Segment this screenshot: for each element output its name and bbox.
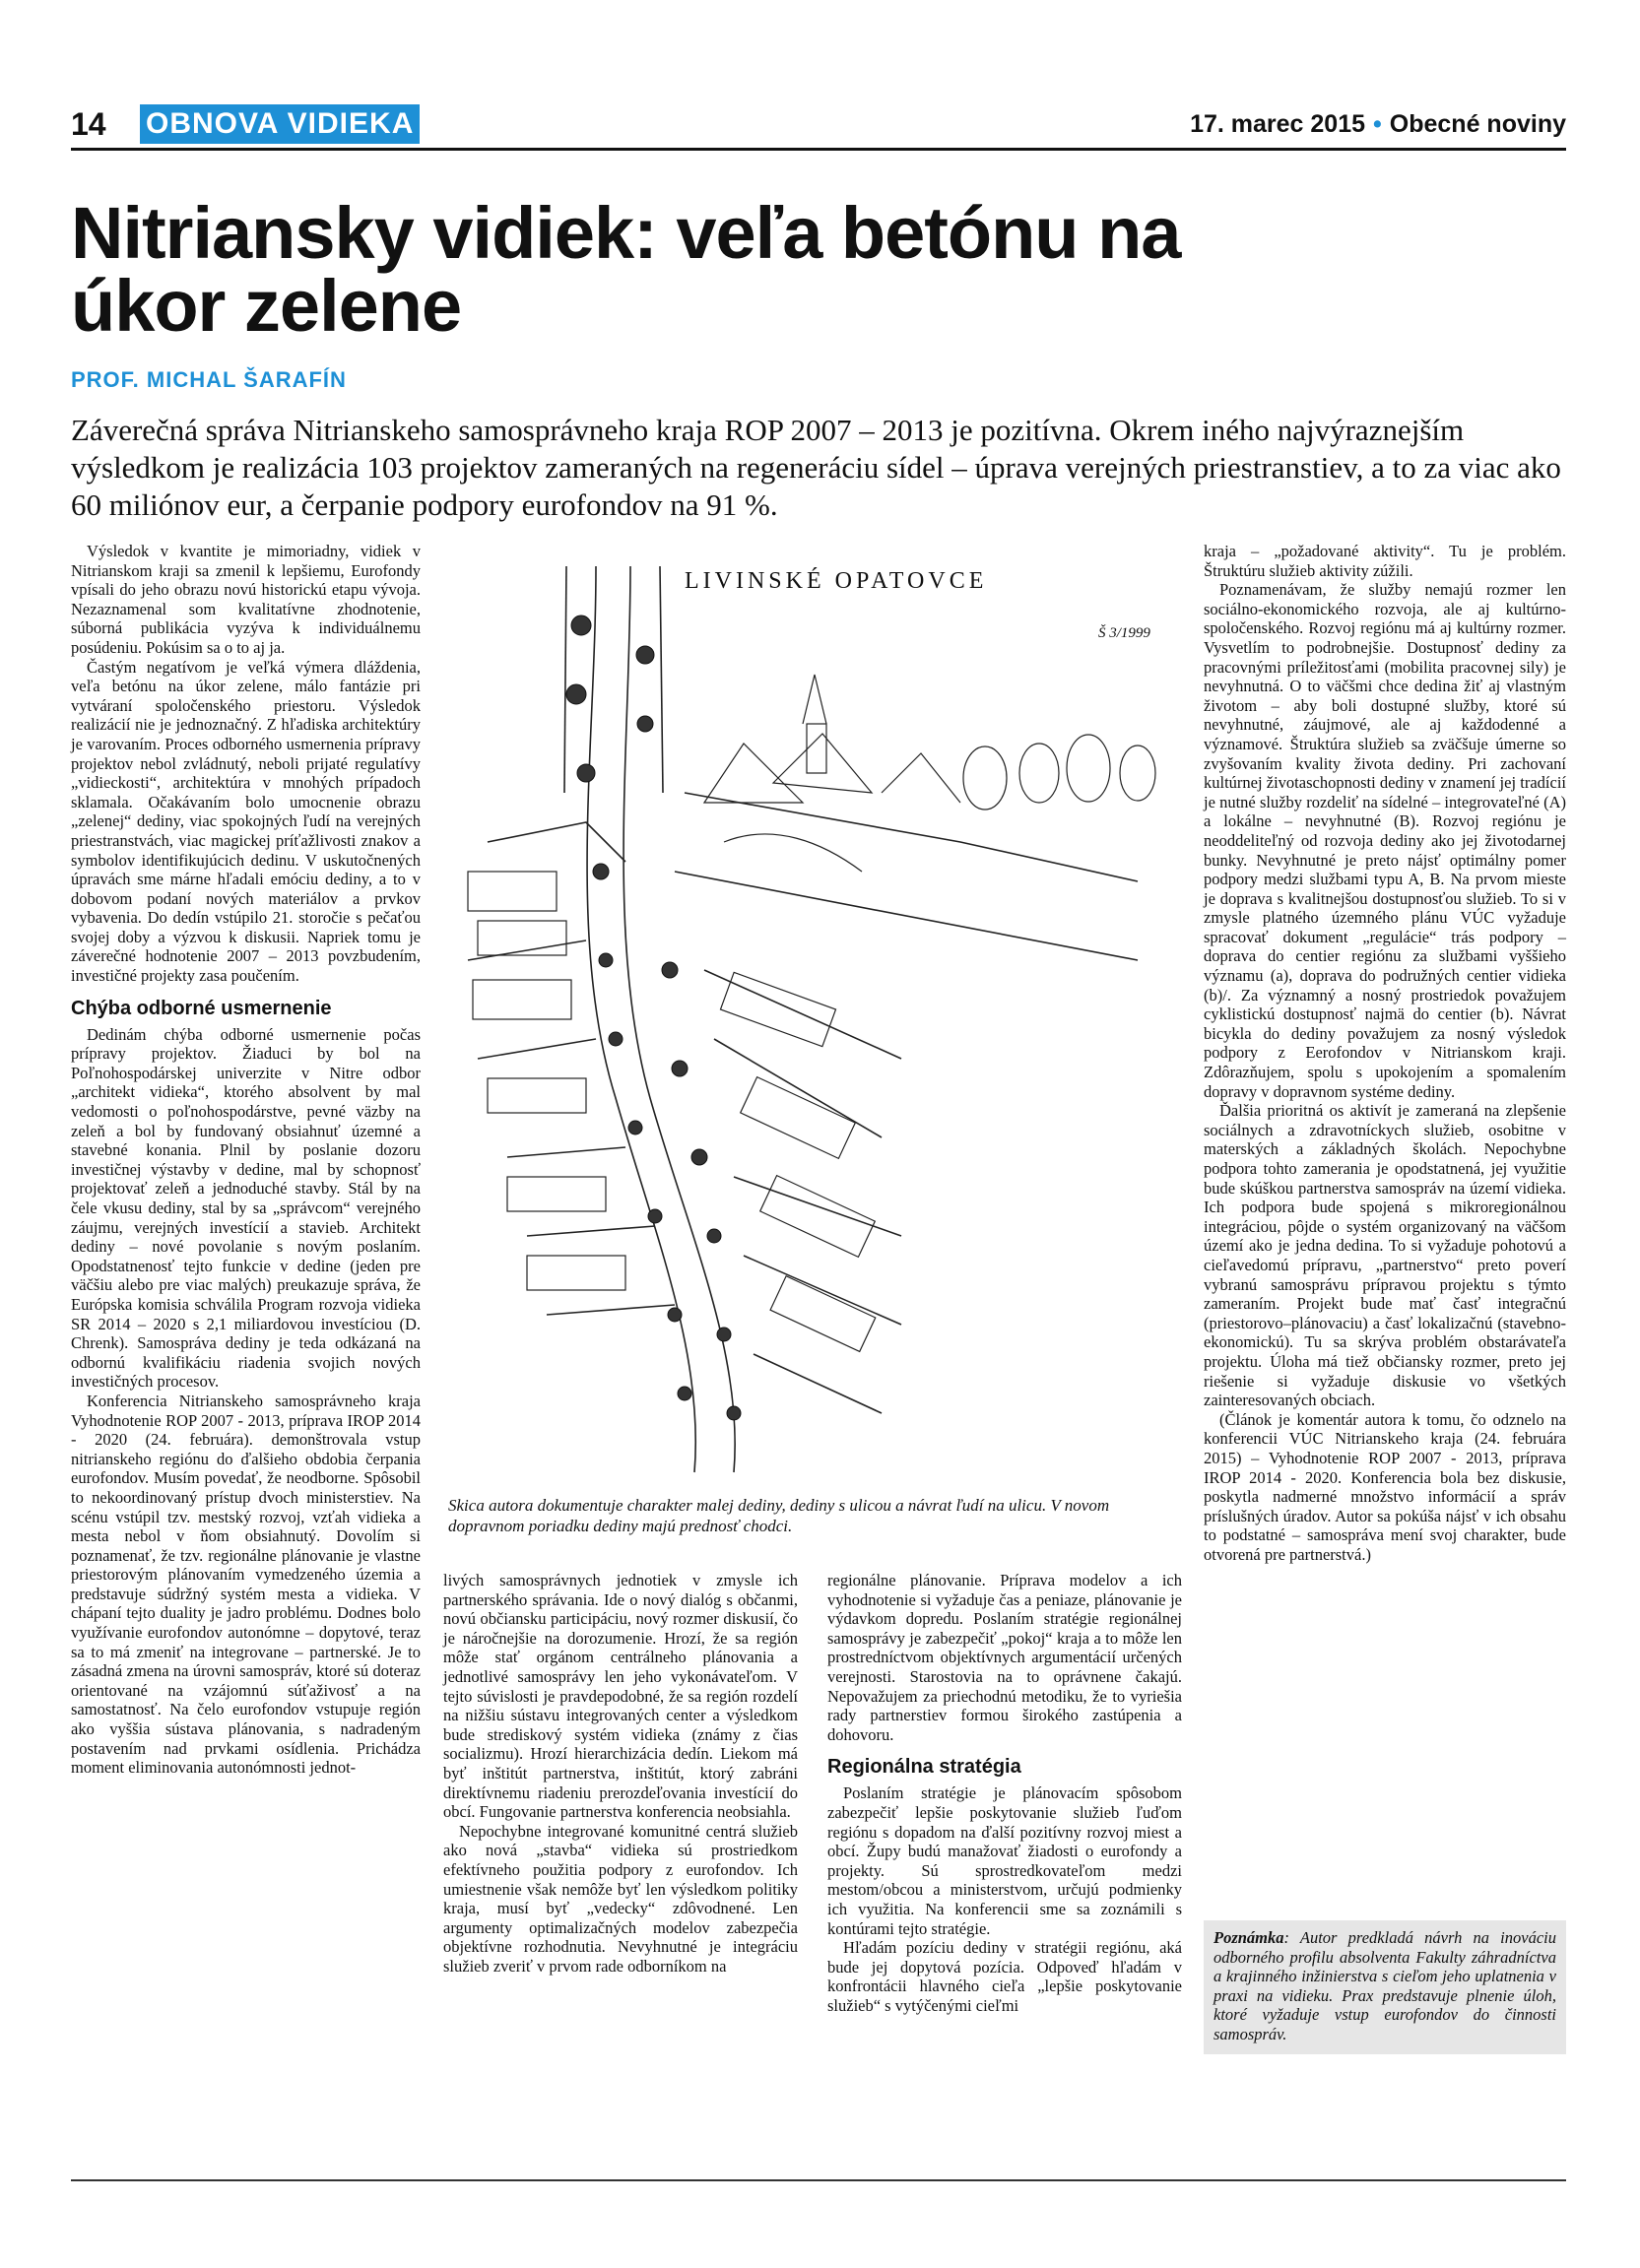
paragraph: Poslaním stratégie je plánovacím spôsobom zabezpečiť lepšie poskytovanie služieb ľuďom regiónu s dopadom na ďalší pozitívny rozvoj miest a obcí. Župy budú manažovať žiadosti o eurofondy a projekty. Sú sprostredkovateľom medzi mestom/obcou a ministerstvom, určujú podmienky ich využitia. Na konferencii sme sa zoznámili s kontúrami tejto stratégie. <box>827 1783 1182 1938</box>
author-byline: PROF. MICHAL ŠARAFÍN <box>71 367 347 392</box>
column-2 <box>443 1571 798 1976</box>
paragraph: livých samosprávnych jednotiek v zmysle ich partnerského správania. Ide o nový dialóg s občanmi, novú občiansku participáciu, nový rozmer diskusií, čo je náročnejšie na dorozumenie. Hrozí, že sa región môže stať orgánom centrálneho plánovania a jednotlivé samosprávy len jeho vykonávateľom. V tejto súvislosti je pravdepodobné, že sa región rozdelí na nižšiu sústavu integrovaných center a výsledkom bude strediskový systém vidieka (známy z čias socializmu). Hrozí hierarchizácia dedín. Liekom má byť inštitút partnerstva, inštitút, ktorý zabráni direktívnemu riadeniu prerozdeľovania investícií do obcí. Fungovanie partnerstva konferencia neobsiahla. <box>443 1571 798 1822</box>
paragraph: kraja – „požadované aktivity“. Tu je problém. Štruktúru služieb aktivity zúžili. <box>1204 542 1566 580</box>
paragraph: Hľadám pozíciu dediny v stratégii regiónu, aká bude jej dopytová pozícia. Odpoveď hľadám v konfrontácii hlavného cieľa „lepšie poskytovanie služieb“ s vytýčenými cieľmi <box>827 1938 1182 2015</box>
paragraph: Nepochybne integrované komunitné centrá služieb ako nová „stavba“ vidieka sú prostriedkom efektívneho použitia podpory z eurofondov. Ich umiestnenie však nemôže byť len výsledkom politiky kraja, musí byť „vedecky“ zdôvodnené. Len argumenty optimalizačných modelov zabezpečia objektívne rozhodnutia. Nevyhnutné je integráciu služieb zveriť v prvom rade odborníkom na <box>443 1821 798 1976</box>
paragraph: Ďalšia prioritná os aktivít je zameraná na zlepšenie sociálnych a zdravotníckych služieb, osobitne v materských a základných školách. Nepochybne podpora tohto zamerania je opodstatnená, jej využitie bude skúškou partnerstva samospráv na území vidieka. Ich podpora bude spojená s mikroregionálnou integráciou, pôjde o systém organizovaný na väčšom území ako je jedna dedina. To si vyžaduje pohotovú a cieľavedomú prípravu, „partnerstvo“ preto poverí vybranú samosprávu prípravou projektu s týmto zameraním. Projekt bude mať časť integračnú (priestorovo–plánovaciu) a časť lokalizačnú (stavebno-ekonomickú). Tu sa skrýva problém obstarávateľa projektu. Úloha má tiež občiansky rozmer, preto jej riešenie si vyžaduje diskusie vo všetkých zainteresovaných obciach. <box>1204 1101 1566 1410</box>
sketch-place-label: LIVINSKÉ OPATOVCE <box>685 568 988 594</box>
column-3 <box>827 1571 1182 2015</box>
article-lead: Záverečná správa Nitrianskeho samosprávneho kraja ROP 2007 – 2013 je pozitívna. Okrem iného najvýraznejším výsledkom je realizácia 103 projektov zameraných na regeneráciu sídel – úprava verejných priestranstiev, a to za viac ako 60 miliónov eur, a čerpanie podpory eurofondov na 91 %. <box>71 413 1561 522</box>
note-text: : Autor predkladá návrh na inováciu odborného profilu absolventa Fakulty záhradníctva a krajinného inžinierstva s cieľom jeho uplatnenia v praxi na vidieku. Prax predstavuje plnenie úloh, ktoré vyžaduje vstup eurofondov do činnosti samospráv. <box>1214 1928 1556 2043</box>
article-headline: Nitriansky vidiek: veľa betónu na úkor zelene <box>71 192 1181 347</box>
subheading: Regionálna stratégia <box>827 1756 1021 1779</box>
paragraph: Výsledok v kvantite je mimoriadny, vidiek v Nitrianskom kraji sa zmenil k lepšiemu, Eurofondy vpísali do jeho obrazu novú historickú etapu vývoja. Nezaznamenal som kvalitatívne zhodnotenie, súborná publikácia vyzýva k individuálnemu posúdeniu. Pokúsim sa o to aj ja. <box>71 542 421 657</box>
separator-dot: • <box>1373 110 1382 138</box>
column-4 <box>1204 542 1566 1564</box>
paragraph: regionálne plánovanie. Príprava modelov a ich vyhodnotenie si vyžaduje čas a peniaze, plánovanie je výdavkom dopredu. Poslaním stratégie regionálnej samosprávy je zabezpečiť „pokoj“ kraja a to môže len prostredníctvom objektívnych argumentácií určených verejnosti. Starostovia na to oprávnene čakajú. Nepovažujem za priechodnú metodiku, že to vyriešia rady partnerstiev formou širokého zastúpenia a dohovoru. <box>827 1571 1182 1744</box>
note-label: Poznámka <box>1214 1928 1284 1947</box>
paragraph: (Článok je komentár autora k tomu, čo odznelo na konferencii VÚC Nitrianskeho kraja (24. februára 2015) – Vyhodnotenie ROP 2007 - 2013, príprava IROP 2014 - 2020. Konferencia bola bez diskusie, poskytla nadmerné množstvo informácií a správ príslušných úradov. Autor sa pokúša nájsť v ich obsahu to podstatné – samospráva mení svoj charakter, bude otvorená pre partnerstvá.) <box>1204 1409 1566 1564</box>
footer-rule <box>71 2179 1566 2181</box>
issue-date: 17. marec 2015 <box>1190 110 1366 138</box>
publication-name: Obecné noviny <box>1389 110 1566 138</box>
paragraph: Dedinám chýba odborné usmernenie počas prípravy projektov. Žiaduci by bol na Poľnohospodárskej univerzite v Nitre odbor „architekt vidieka“, ktorého absolvent by mal vedomosti o poľnohospodárstve, pevné väzby na zeleň a bol by fundovaný obsiahnuť územné a stavebné konania. Plnil by poslanie dozoru investičnej výstavby v dedine, mal by schopnosť projektovať zeleň a jednoduché stavby. Stál by na čele vkusu dediny, stal by sa „správcom“ verejného záujmu, verejných investícií a stavieb. Architekt dediny – nové povolanie s novým poslaním. Opodstatnenosť tejto funkcie v dedine (jeden pre väčšiu alebo pre viac malých) preukazuje správa, že Európska komisia schválila Program rozvoja vidieka SR 2014 – 2020 s 2,1 miliardovou investíciou (D. Chrenk). Samospráva dediny je teda odkázaná na odbornú kvalifikáciu riadenia svojich nových investičných procesov. <box>71 1024 421 1392</box>
author-note-box <box>1204 1920 1566 2054</box>
page-number: 14 <box>71 106 106 142</box>
image-caption: Skica autora dokumentuje charakter malej dediny, dediny s ulicou a návrat ľudí na ulicu. V novom dopravnom poriadku dediny majú prednosť chodci. <box>448 1496 1110 1535</box>
village-sketch-illustration <box>448 547 1177 1477</box>
column-1 <box>71 542 421 1778</box>
paragraph: Poznamenávam, že služby nemajú rozmer len sociálno-ekonomického rozvoja, ale aj kultúrno-spoločenského. Rozvoj regiónu má aj kultúrny rozmer. Vysvetlím to podrobnejšie. Dostupnosť dediny za pracovnými príležitosťami (mobilita pracovnej sily) je nevyhnutná. O to väčšmi chce dedina žiť aj vlastným životom – aby boli dostupné služby, ktoré sú nevyhnutné, záujmové, ale aj každodenné a významové. Štruktúra služieb sa zväčšuje úmerne so zvyšovaním kvality života dediny. Pri zachovaní kultúrnej životaschopnosti dediny v znamení jej tradícií je nutné služby rozdeliť na sídelné – integrovateľné (A) a lokálne – nevyhnutné (B). Rozvoj regiónu je neoddeliteľný od rozvoja dediny ako jej životodarnej bunky. Nevyhnutné je preto nájsť optimálny pomer podpory medzi službami typu A, B. Na prvom mieste je doprava s kvalitnejšou dostupnosťou služieb. To si v zmysle platného územného plánu VÚC vyžaduje spracovať dokument „regulácie“ trás podpory – doprava do centier regiónu za službami vyššieho významu (a), doprava do podružných centier vidieka (b)/. Za významný a nosný prostriedok považujem cyklistickú dostupnosť najmä do centier (b). Návrat bicykla do dediny považujem za nosný výsledok podpory z Eerofondov v Nitrianskom kraji. Zdôrazňujem, spolu s upokojením a spomalením dopravy v dopravnom systéme dediny. <box>1204 580 1566 1101</box>
subheading: Chýba odborné usmernenie <box>71 997 332 1019</box>
sketch-signature: Š 3/1999 <box>1098 625 1150 641</box>
page-header <box>71 104 1566 151</box>
dateline <box>1190 110 1566 139</box>
paragraph: Častým negatívom je veľká výmera dláždenia, veľa betónu na úkor zelene, málo fantázie pri vytváraní spoločenského priestoru. Výsledok realizácií nie je jednoznačný. Z hľadiska architektúry je varovaním. Proces odborného usmernenia prípravy projektov nebol zvládnutý, neboli prijaté regulatívy „vidieckosti“, architektúra v mnohých prípadoch sklamala. Očakávaním bolo umocnenie obrazu „zelenej“ dediny, viac spokojných ľudí na verejných priestranstvách, viac magickej príťažlivosti znakov a symbolov identifikujúcich dedinu. V uskutočnených úpravách sme márne hľadali emóciu dediny, a to v dobovom podaní nových materiálov a prvkov vybavenia. Do dedín vstúpilo 21. storočie s pečaťou svojej doby a výzvou k diskusii. Napriek tomu je záverečné hodnotenie 2007 – 2013 povzbudením, investičné projekty zasa poučením. <box>71 657 421 986</box>
paragraph: Konferencia Nitrianskeho samosprávneho kraja Vyhodnotenie ROP 2007 - 2013, príprava IROP 2014 - 2020 (24. februára). demonštrovala vstup nitrianskeho regiónu do ďalšieho obdobia čerpania eurofondov. Musím povedať, že neodborne. Spôsobil to nekoordinovaný prístup dvoch ministerstiev. Na scénu vstúpil tzv. mestský rozvoj, vzťah vidieka a mesta nebol v ňom obsiahnutý. Dovolím si poznamenať, že tzv. regionálne plánovanie je vlastne priestorovým plánovaním vymedzeného územia a predstavuje súdržný systém mesta a vidieka. V chápaní tejto duality je jadro problému. Dodnes bolo využívanie eurofondov autonómne – dopytové, teraz sa to má zmeniť na integrovane – partnerské. Je to zásadná zmena na úrovni samospráv, ktoré sú doteraz orientované na vzájomnú súťaživosť a na samostatnosť. Na čelo eurofondov vstupuje región ako vyššia sústava plánovania, s nadradeným postavením nad prvkami osídlenia. Prichádza moment eliminovania autonómnosti jednot- <box>71 1391 421 1778</box>
section-label: OBNOVA VIDIEKA <box>140 104 420 144</box>
